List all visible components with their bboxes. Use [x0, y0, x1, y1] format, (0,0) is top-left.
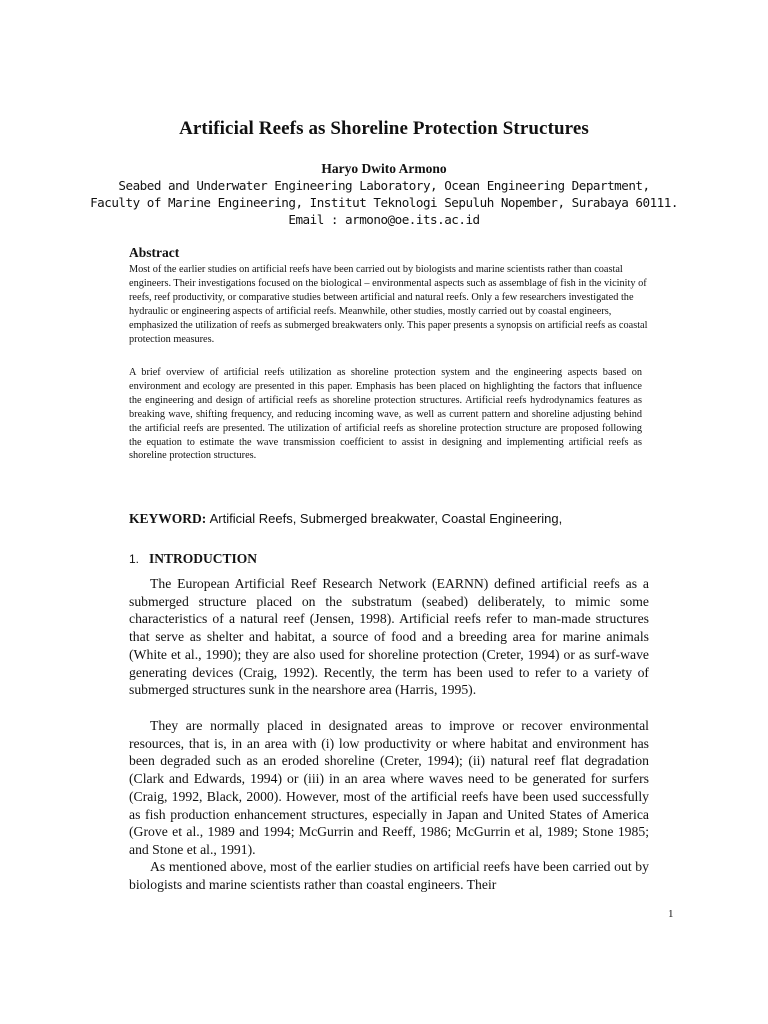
keyword-text: Artificial Reefs, Submerged breakwater, Coastal Engineering, — [209, 511, 563, 526]
body-paragraph-3: As mentioned above, most of the earlier studies on artificial reefs have been carried out by biologists and marine scientists rather than coastal engineers. Their — [129, 859, 649, 892]
section-number: 1. — [129, 552, 140, 566]
keyword-label: KEYWORD: — [129, 511, 207, 526]
section-title: INTRODUCTION — [149, 551, 258, 566]
paper-title: Artificial Reefs as Shoreline Protection Structures — [179, 118, 589, 139]
body-paragraph-1: The European Artificial Reef Research Network (EARNN) defined artificial reefs as a submerged structure placed on the substratum (seabed) deliberately, to mimic some characteristics of a natural reef (Jensen, 1998). Artificial reefs refer to man-made structures that serve as shelter and habitat, a source of food and a breeding area for marine animals (White et al., 1990); they are also used for shoreline protection (Creter, 1994) or as surf-wave generating devices (Craig, 1992). Recently, the term has been used to refer to a variety of submerged structures sunk in the nearshore area (Harris, 1995). — [129, 576, 649, 698]
section-heading-introduction — [129, 551, 257, 567]
abstract-paragraph-1: Most of the earlier studies on artificial reefs have been carried out by biologists and marine scientists rather than coastal engineers. Their investigations focused on the biological – environmental aspects such as assemblage of fish in the vicinity of reefs, reef productivity, or comparative studies between artificial and natural reefs. Only a few researchers investigated the hydraulic or engineering aspects of artificial reefs. Meanwhile, other studies, mostly carried out by coastal engineers, emphasized the utilization of reefs as submerged breakwaters only. This paper presents a synopsis on artificial reefs as coastal protection measures. — [129, 264, 648, 345]
body-paragraph-2: They are normally placed in designated areas to improve or recover environmental resources, that is, in an area with (i) low productivity or where habitat and environment has been degraded such as an eroded shoreline (Creter, 1994); (ii) natural reef flat degradation (Clark and Edwards, 1994) or (iii) in an area where waves need to be generated for surfers (Craig, 1992, Black, 2000). However, most of the artificial reefs have been used successfully as fish production enhancement structures, especially in Japan and United States of America (Grove et al., 1989 and 1994; McGurrin and Reeff, 1986; McGurrin et al, 1989; Stone 1985; and Stone et al., 1991). — [129, 718, 649, 857]
page-number: 1 — [668, 908, 674, 920]
author-email: Email : armono@oe.its.ac.id — [288, 212, 480, 227]
author-name: Haryo Dwito Armono — [321, 161, 447, 176]
affiliation-line-2: Faculty of Marine Engineering, Institut Teknologi Sepuluh Nopember, Surabaya 60111. — [90, 195, 678, 210]
keywords — [129, 511, 562, 527]
affiliation-line-1: Seabed and Underwater Engineering Laboratory, Ocean Engineering Department, — [118, 178, 650, 193]
abstract-paragraph-2: A brief overview of artificial reefs utilization as shoreline protection system and the engineering aspects based on environment and ecology are presented in this paper. Emphasis has been placed on highlighting the factors that influence the engineering and design of artificial reefs as shoreline protection structures. Artificial reefs hydrodynamics features as breaking wave, shifting frequency, and reducing incoming wave, as well as current pattern and shoreline adjusting behind the artificial reefs are presented. The utilization of artificial reefs as shoreline protection structure are proposed following the equation to estimate the wave transmission coefficient to assist in designing and implementing artificial reefs as shoreline protection structures. — [129, 367, 642, 462]
abstract-heading: Abstract — [129, 245, 180, 260]
